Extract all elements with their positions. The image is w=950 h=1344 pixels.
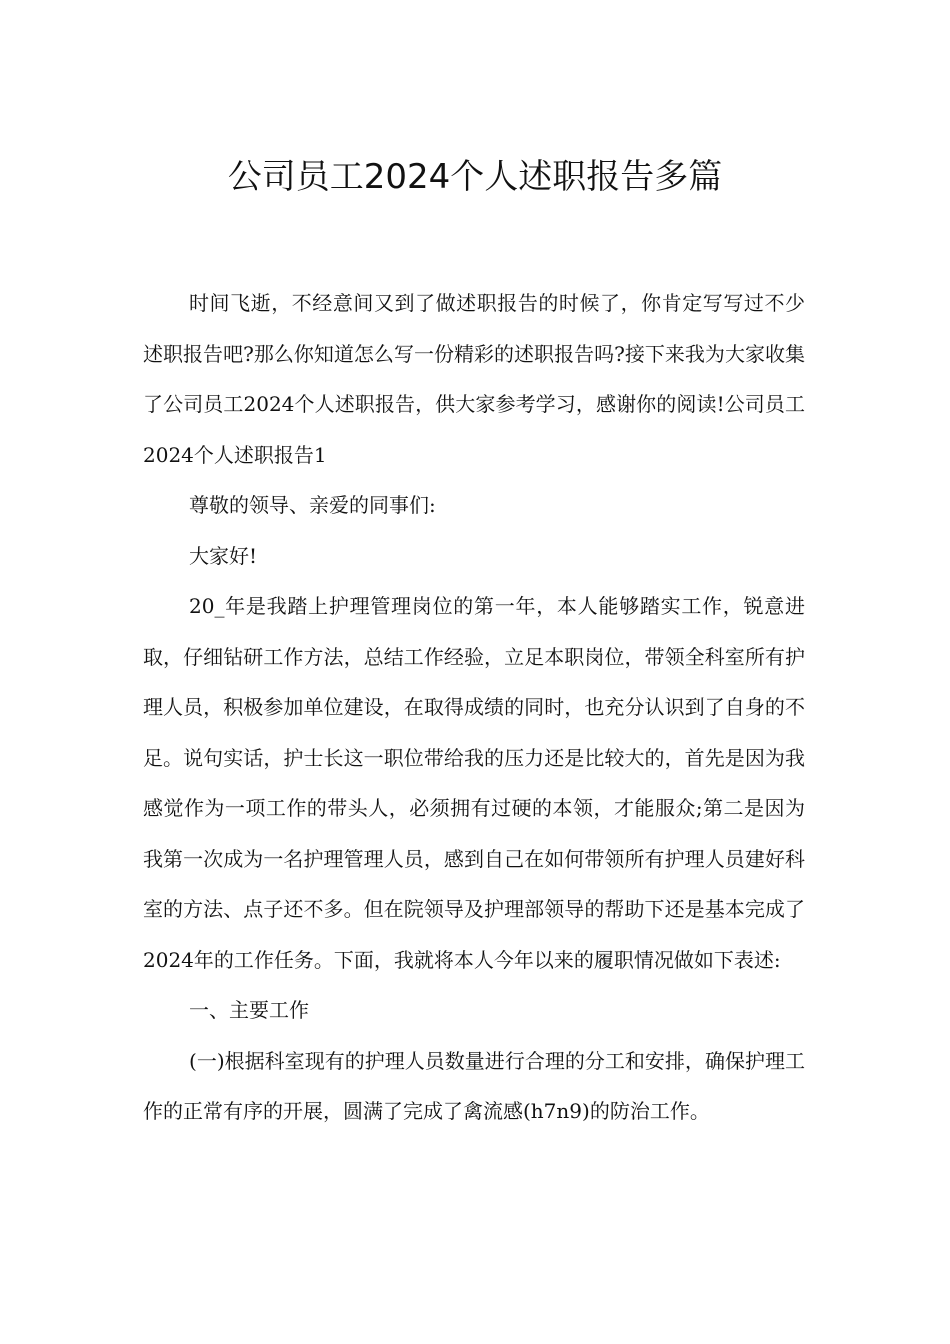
salutation-paragraph: 尊敬的领导、亲爱的同事们: [189, 493, 436, 517]
section-heading: 一、主要工作 [189, 998, 309, 1022]
body-paragraph: 20_年是我踏上护理管理岗位的第一年，本人能够踏实工作，锐意进取，仔细钻研工作方法，总结工作经验，立足本职岗位，带领全科室所有护理人员，积极参加单位建设，在取得成绩的同时，也充分认识到了自身的不足。说句实话，护士长这一职位带给我的压力还是比较大的，首先是因为我感觉作为一项工作的带头人，必须拥有过硬的本领，才能服众;第二是因为我第一次成为一名护理管理人员，感到自己在如何带领所有护理人员建好科室的方法、点子还不多。但在院领导及护理部领导的帮助下还是基本完成了2024年的工作任务。下面，我就将本人今年以来的履职情况做如下表述: [143, 594, 805, 972]
document-title: 公司员工2024个人述职报告多篇 [227, 156, 723, 197]
intro-paragraph: 时间飞逝，不经意间又到了做述职报告的时候了，你肯定写写过不少述职报告吧?那么你知道怎么写一份精彩的述职报告吗?接下来我为大家收集了公司员工2024个人述职报告，供大家参考学习，感谢你的阅读!公司员工2024个人述职报告1 [143, 291, 805, 467]
greeting-paragraph: 大家好! [189, 543, 258, 568]
section-paragraph: (一)根据科室现有的护理人员数量进行合理的分工和安排，确保护理工作的正常有序的开展，圆满了完成了禽流感(h7n9)的防治工作。 [143, 1048, 805, 1123]
document-body [143, 278, 805, 1137]
